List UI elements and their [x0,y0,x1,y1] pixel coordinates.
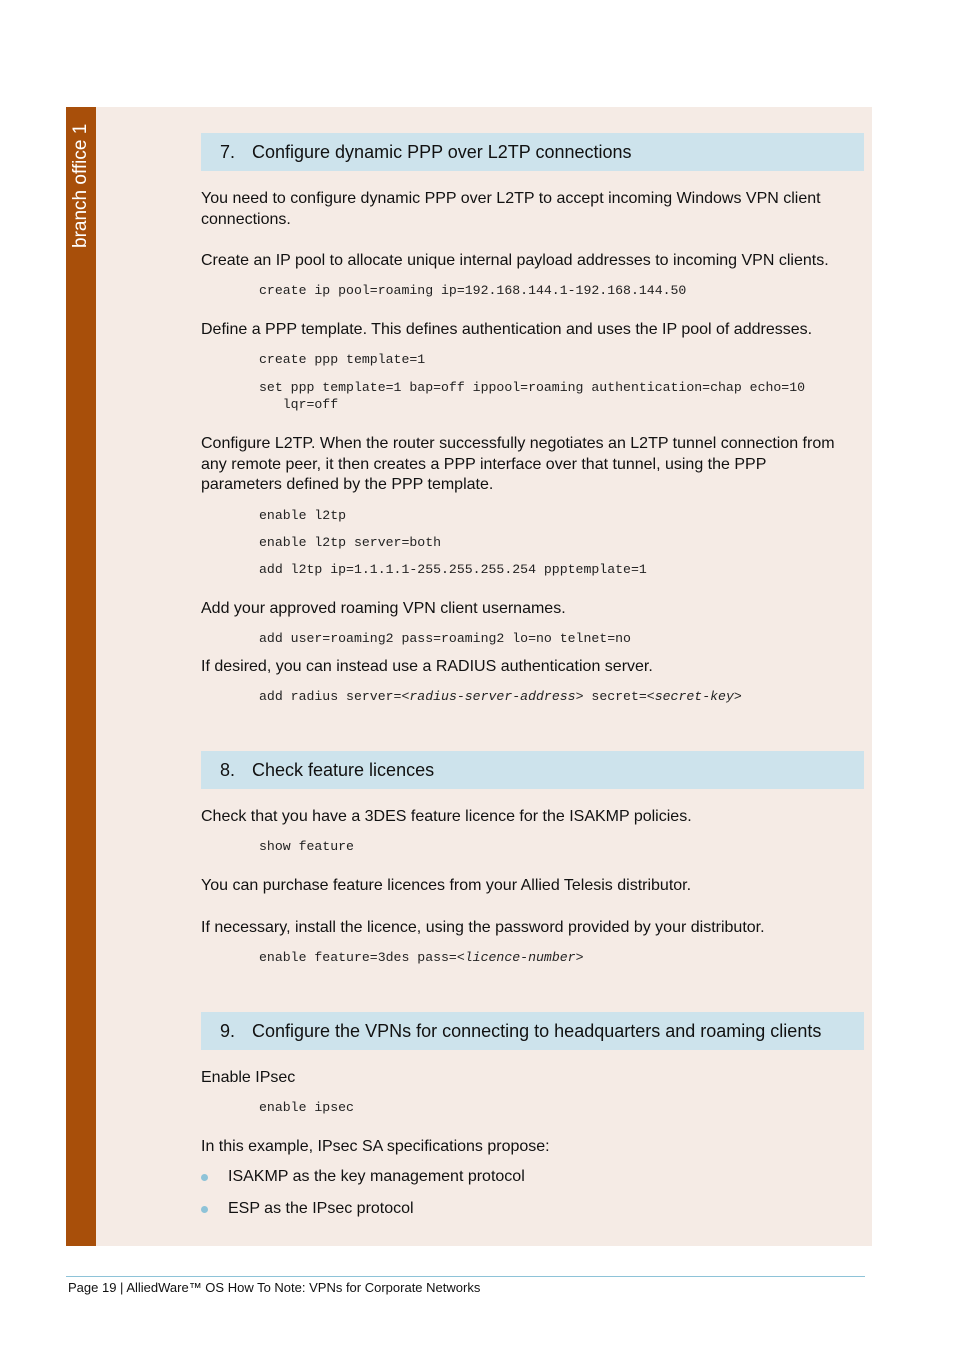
section-heading-9 [201,1012,864,1050]
section-title: Configure dynamic PPP over L2TP connections [252,142,632,162]
paragraph: Create an IP pool to allocate unique internal payload addresses to incoming VPN clients. [201,252,829,269]
code-text: enable feature=3des pass=< [259,950,465,965]
code-text: > [733,689,742,704]
sidebar-label: branch office 1 [70,123,91,248]
code-placeholder: radius-server-address [409,689,576,704]
code-placeholder: secret-key [654,689,734,704]
code-line: enable ipsec [259,1100,354,1115]
section-heading-8 [201,751,864,789]
code-line [259,688,859,705]
code-text: > [575,950,584,965]
section-heading-7 [201,133,864,171]
code-line: show feature [259,839,354,854]
code-text: add radius server=< [259,689,410,704]
code-line: add l2tp ip=1.1.1.1-255.255.255.254 ppptemplate=1 [259,562,647,577]
section-title: Configure the VPNs for connecting to headquarters and roaming clients [252,1021,822,1041]
paragraph: Add your approved roaming VPN client usernames. [201,600,566,617]
code-line: enable l2tp server=both [259,535,442,550]
paragraph: If necessary, install the licence, using the password provided by your distributor. [201,919,765,936]
code-line [259,949,859,966]
code-line: create ppp template=1 [259,352,426,367]
list-item-text: ISAKMP as the key management protocol [228,1168,525,1185]
paragraph: You can purchase feature licences from your Allied Telesis distributor. [201,877,692,894]
code-text: > secret=< [575,689,655,704]
footer-rule [66,1276,865,1277]
section-number: 8. [220,760,236,780]
section-number: 7. [220,142,236,162]
section-number: 9. [220,1021,236,1041]
code-line: set ppp template=1 bap=off ippool=roaming authentication=chap echo=10 lqr=off [259,380,806,412]
paragraph: Enable IPsec [201,1069,296,1086]
list-item-text: ESP as the IPsec protocol [228,1200,414,1217]
code-line: add user=roaming2 pass=roaming2 lo=no telnet=no [259,631,631,646]
page-footer: Page 19 | AlliedWare™ OS How To Note: VPNs for Corporate Networks [68,1280,481,1295]
paragraph: Check that you have a 3DES feature licence for the ISAKMP policies. [201,808,692,825]
paragraph: In this example, IPsec SA specifications propose: [201,1138,550,1155]
code-line: enable l2tp [259,508,347,523]
section-title: Check feature licences [252,760,435,780]
paragraph: Define a PPP template. This defines authentication and uses the IP pool of addresses. [201,321,813,338]
paragraph: You need to configure dynamic PPP over L2TP to accept incoming Windows VPN client connections. [201,190,821,228]
code-placeholder: licence-number [464,950,576,965]
paragraph: Configure L2TP. When the router successfully negotiates an L2TP tunnel connection from any remote peer, it then creates a PPP interface over that tunnel, using the PPP parameters defined by the PPP template. [201,435,835,493]
bullet-icon [201,1174,208,1181]
code-line: create ip pool=roaming ip=192.168.144.1-192.168.144.50 [259,283,687,298]
sidebar-band [66,107,96,1246]
bullet-icon [201,1206,208,1213]
paragraph: If desired, you can instead use a RADIUS authentication server. [201,658,653,675]
